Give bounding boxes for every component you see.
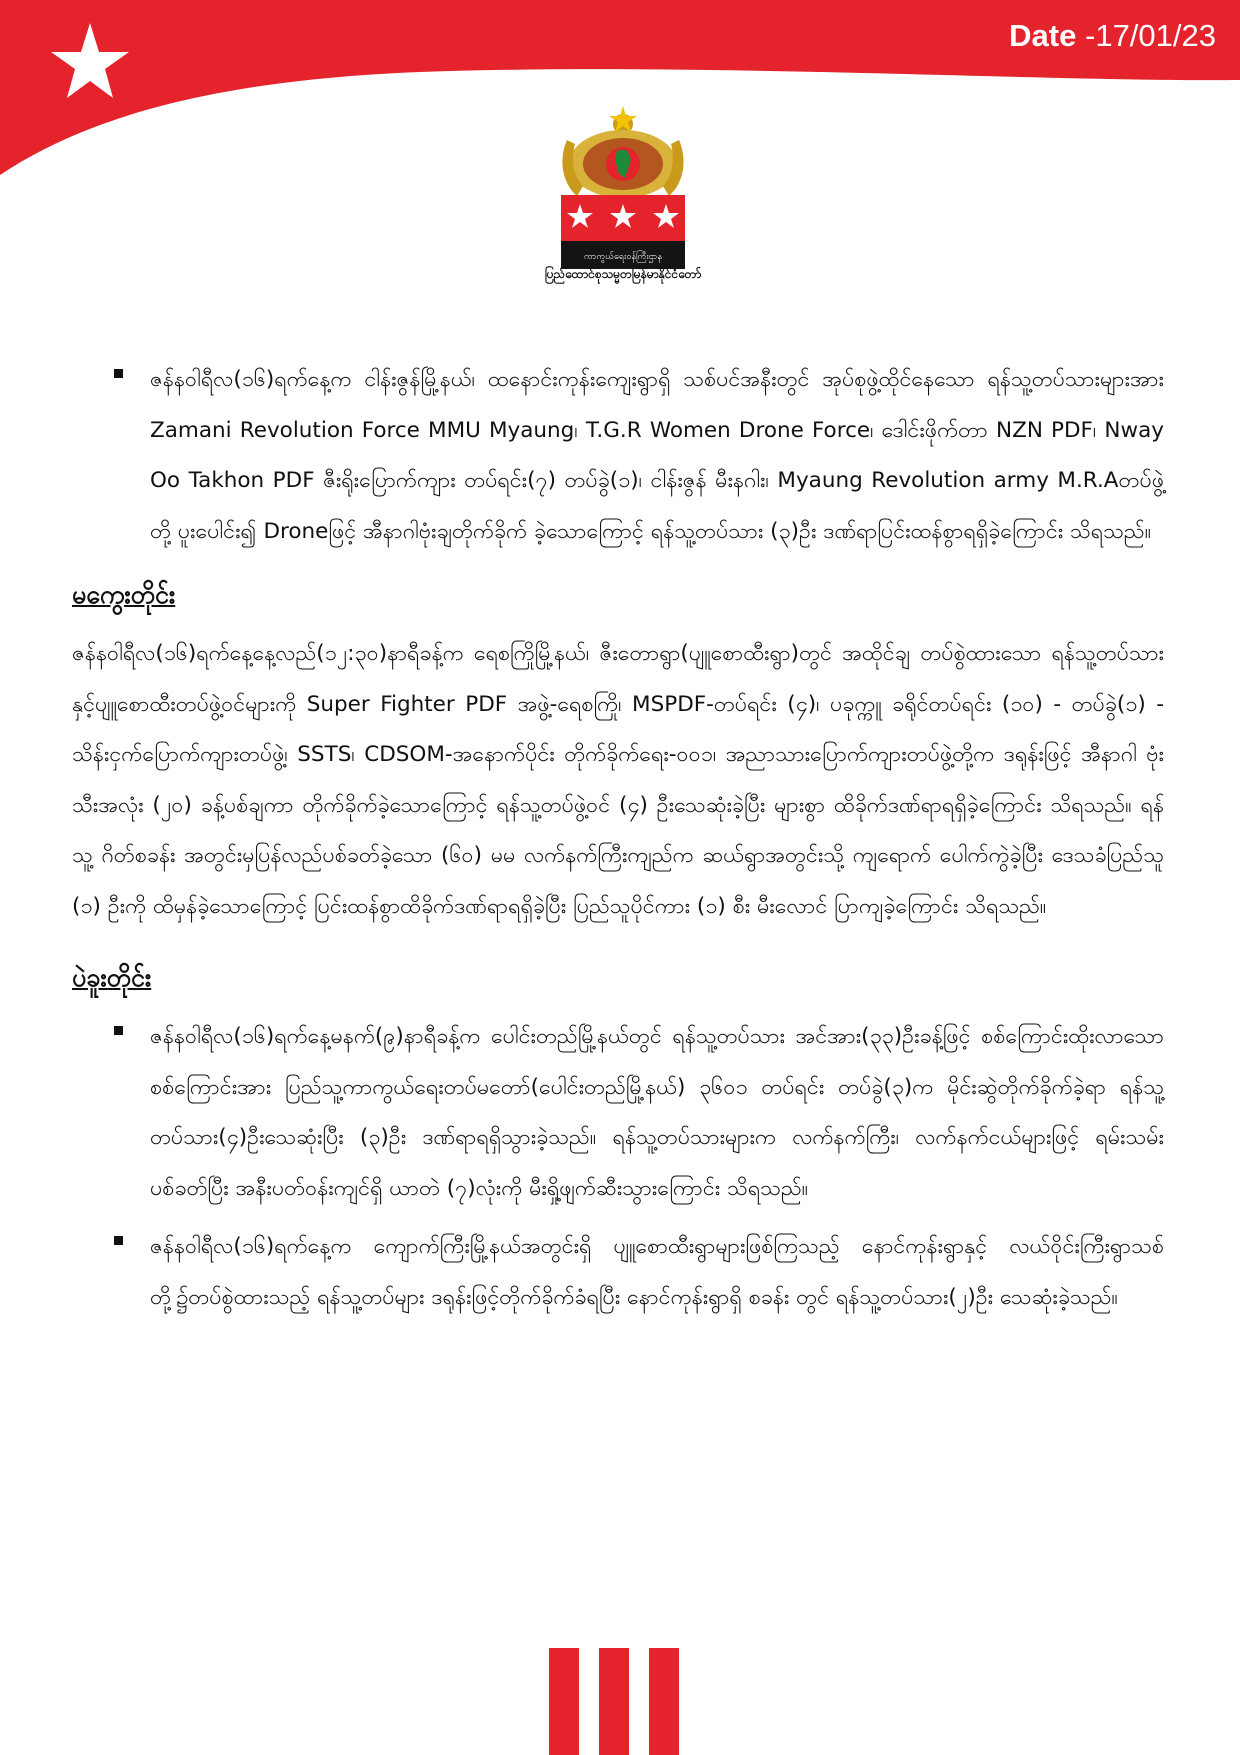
list-item	[72, 1222, 1164, 1323]
footer-bar	[649, 1648, 679, 1755]
emblem-caption: ပြည်ထောင်စုသမ္မတမြန်မာနိုင်ငံတော်	[544, 267, 702, 281]
list-item	[72, 355, 1164, 557]
date-line	[1009, 18, 1216, 54]
bullet-list	[72, 1012, 1164, 1323]
report-body	[72, 355, 1164, 1331]
emblem-ribbon-text: ကာကွယ်ရေးဝန်ကြီးဌာန	[583, 252, 663, 262]
bullet-icon	[114, 1026, 123, 1035]
list-item	[72, 1012, 1164, 1214]
bullet-icon	[114, 369, 123, 378]
date-label: Date	[1009, 18, 1077, 53]
date-value: -17/01/23	[1085, 18, 1216, 53]
report-item: ဇန်နဝါရီလ(၁၆)ရက်နေ့က ငါန်းဇွန်မြို့နယ်၊ ထနောင်းကုန်းကျေးရွာရှိ သစ်ပင်အနီးတွင် အုပ်စုဖွဲ့ထိုင်နေသော ရန်သူ့တပ်သားများအား Zamani Revolution Force MMU Myaung၊ T.G.R Women Drone Force၊ ဒေါင်းဖိုက်တာ NZN PDF၊ Nway Oo Takhon PDF ဇီးရိုးပြောက်ကျား တပ်ရင်း(၇) တပ်ခွဲ(၁)၊ ငါန်းဇွန် မီးနဂါး၊ Myaung Revolution army M.R.Aတပ်ဖွဲ့တို့ ပူးပေါင်း၍ Droneဖြင့် အီနာဂါဗုံးချတိုက်ခိုက် ခဲ့သောကြောင့် ရန်သူ့တပ်သား (၃)ဦး ဒဏ်ရာပြင်းထန်စွာရရှိခဲ့ကြောင်း သိရသည်။	[150, 367, 1164, 544]
bullet-icon	[114, 1236, 123, 1245]
footer-bar	[599, 1648, 629, 1755]
report-paragraph: ဇန်နဝါရီလ(၁၆)ရက်နေ့နေ့လည်(၁၂:၃၀)နာရီခန့်က ရေစကြိုမြို့နယ်၊ ဇီးတောရွာ(ပျူစောထီးရွာ)တွင် အထိုင်ချ တပ်စွဲထားသော ရန်သူ့တပ်သားနှင့်ပျူစောထီးတပ်ဖွဲ့ဝင်များကို Super Fighter PDF အဖွဲ့-ရေစကြို၊ MSPDF-တပ်ရင်း (၄)၊ ပခုက္ကူ ခရိုင်တပ်ရင်း (၁၀) - တပ်ခွဲ(၁) - သိန်းငှက်ပြောက်ကျားတပ်ဖွဲ့၊ SSTS၊ CDSOM-အနောက်ပိုင်း တိုက်ခိုက်ရေး-၀၀၁၊ အညာသားပြောက်ကျားတပ်ဖွဲ့တို့က ဒရုန်းဖြင့် အီနာဂါ ဗုံးသီးအလုံး (၂၀) ခန့်ပစ်ချကာ တိုက်ခိုက်ခဲ့သောကြောင့် ရန်သူ့တပ်ဖွဲ့ဝင် (၄) ဦးသေဆုံးခဲ့ပြီး များစွာ ထိခိုက်ဒဏ်ရာရရှိခဲ့ကြောင်း သိရသည်။ ရန်သူ့ ဂိတ်စခန်း အတွင်းမှပြန်လည်ပစ်ခတ်ခဲ့သော (၆၀) မမ လက်နက်ကြီးကျည်က ဆယ်ရွာအတွင်းသို့ ကျရောက် ပေါက်ကွဲခဲ့ပြီး ဒေသခံပြည်သူ (၁) ဦးကို ထိမှန်ခဲ့သောကြောင့် ပြင်းထန်စွာထိခိုက်ဒဏ်ရာရရှိခဲ့ပြီး ပြည်သူပိုင်ကား (၁) စီး မီးလောင် ပြာကျခဲ့ကြောင်း သိရသည်။	[72, 641, 1164, 919]
footer-bars	[549, 1648, 679, 1755]
emblem-logo	[553, 100, 693, 286]
report-item: ဇန်နဝါရီလ(၁၆)ရက်နေ့မနက်(၉)နာရီခန့်က ပေါင်းတည်မြို့နယ်တွင် ရန်သူ့တပ်သား အင်အား(၃၃)ဦးခန့်ဖြင့် စစ်ကြောင်းထိုးလာသော စစ်ကြောင်းအား ပြည်သူ့ကာကွယ်ရေးတပ်မတော်(ပေါင်းတည်မြို့နယ်) ၃၆၀၁ တပ်ရင်း တပ်ခွဲ(၃)က မိုင်းဆွဲတိုက်ခိုက်ခဲ့ရာ ရန်သူ့တပ်သား(၄)ဦးသေဆုံးပြီး (၃)ဦး ဒဏ်ရာရရှိသွားခဲ့သည်။ ရန်သူ့တပ်သားများက လက်နက်ကြီး၊ လက်နက်ငယ်များဖြင့် ရမ်းသမ်းပစ်ခတ်ပြီး အနီးပတ်ဝန်းကျင်ရှိ ယာတဲ (၇)လုံးကို မီးရှို့ဖျက်ဆီးသွားကြောင်း သိရသည်။	[150, 1024, 1164, 1201]
footer-bar	[549, 1648, 579, 1755]
report-item: ဇန်နဝါရီလ(၁၆)ရက်နေ့က ကျောက်ကြီးမြို့နယ်အတွင်းရှိ ပျူစောထီးရွာများဖြစ်ကြသည့် နောင်ကုန်းရွာနှင့် လယ်ဝိုင်းကြီးရွာသစ်တို့၌တပ်စွဲထားသည့် ရန်သူ့တပ်များ ဒရုန်းဖြင့်တိုက်ခိုက်ခံရပြီး နောင်ကုန်းရွာရှိ စခန်း တွင် ရန်သူ့တပ်သား(၂)ဦး သေဆုံးခဲ့သည်။	[150, 1234, 1164, 1310]
bullet-list	[72, 355, 1164, 557]
section-heading: မကွေးတိုင်း	[72, 580, 176, 609]
section-heading: ပဲခူးတိုင်း	[72, 963, 152, 992]
